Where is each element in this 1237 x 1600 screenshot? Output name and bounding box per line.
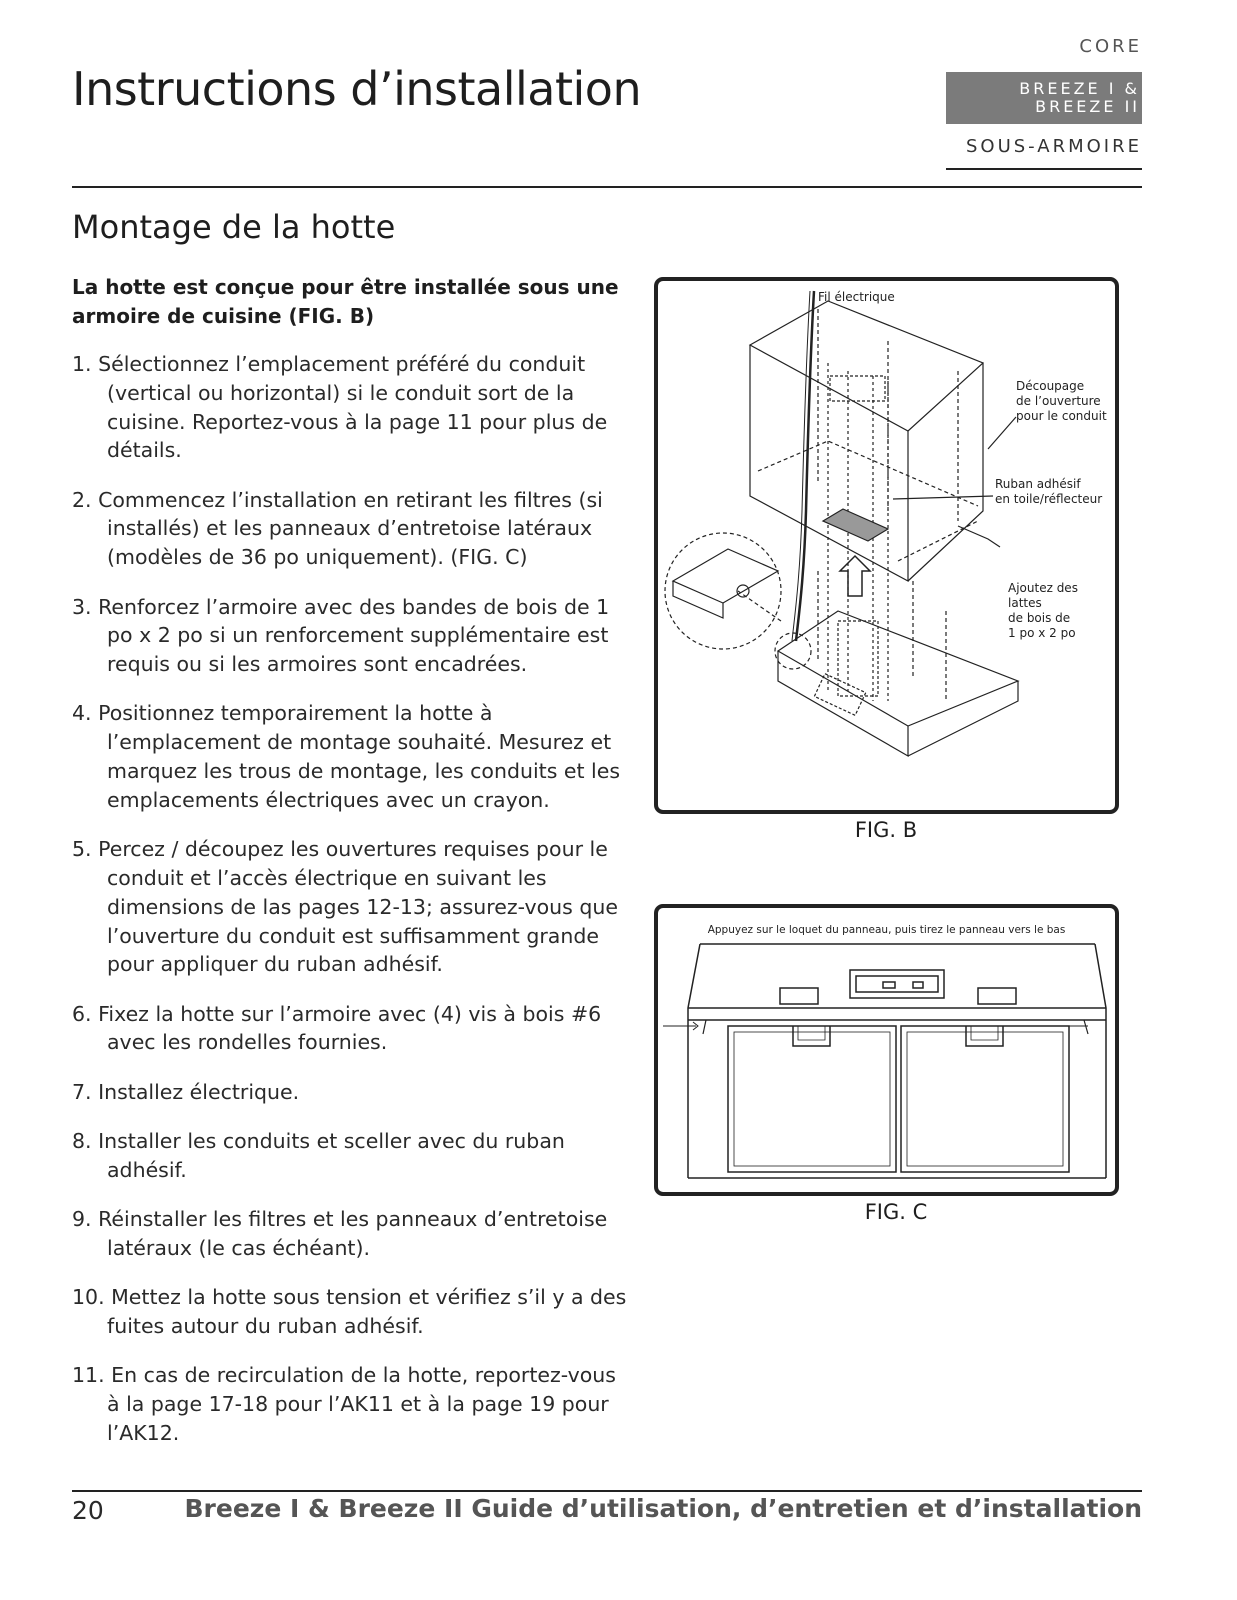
figure-c [654, 904, 1119, 1196]
callout-tape: Ruban adhésif en toile/réflecteur [995, 477, 1103, 506]
step-item: 1. Sélectionnez l’emplacement préféré du conduit (vertical ou horizontal) si le conduit sort de la cuisine. Reportez-vous à la page 11 pour plus de détails. [72, 352, 608, 463]
figure-c-diagram [658, 908, 1115, 1192]
step-item: 3. Renforcez l’armoire avec des bandes de bois de 1 po x 2 po si un renforcement supplémentaire est requis ou si les armoires sont encadrées. [72, 594, 610, 677]
step-item: 10. Mettez la hotte sous tension et vérifiez s’il y a des fuites autour du ruban adhésif. [72, 1285, 627, 1339]
model-badge [946, 72, 1142, 124]
step-item: 11. En cas de recirculation de la hotte, reportez-vous à la page 17-18 pour l’AK11 et à la page 19 pour l’AK12. [72, 1363, 616, 1445]
figure-b-label: FIG. B [854, 818, 918, 842]
figure-b-diagram [658, 281, 1115, 810]
figure-b [654, 277, 1119, 814]
guide-title: Breeze I & Breeze II Guide d’utilisation, d’entretien et d’installation [184, 1494, 1142, 1523]
footer-divider [72, 1490, 1142, 1492]
header-divider [72, 186, 1142, 188]
figure-c-label: FIG. C [864, 1200, 928, 1224]
callout-wood: Ajoutez des lattes de bois de 1 po x 2 po [1008, 581, 1078, 640]
page-title: Instructions d’installation [72, 62, 642, 116]
step-item: 9. Réinstaller les filtres et les panneaux d’entretoise latéraux (le cas échéant). [72, 1207, 608, 1260]
model-line-1: BREEZE I & [1019, 79, 1140, 98]
figure-c-caption: Appuyez sur le loquet du panneau, puis tirez le panneau vers le bas [707, 924, 1066, 936]
intro-text: La hotte est conçue pour être installée sous une armoire de cuisine (FIG. B) [72, 275, 619, 328]
section-title: Montage de la hotte [72, 208, 396, 246]
page-number: 20 [72, 1496, 104, 1525]
step-item: 4. Positionnez temporairement la hotte à l’emplacement de montage souhaité. Mesurez et marquez les trous de montage, les conduits et les emplacements électriques avec un crayon. [72, 701, 621, 812]
brand-name: CORE [1079, 36, 1142, 57]
step-item: 6. Fixez la hotte sur l’armoire avec (4) vis à bois #6 avec les rondelles fournies. [72, 1001, 602, 1055]
model-line-2: BREEZE II [1035, 97, 1140, 116]
step-item: 7. Installez électrique. [72, 1079, 300, 1104]
callout-wire: Fil électrique [818, 290, 895, 304]
steps-list [72, 350, 632, 1468]
brand-divider [946, 168, 1142, 170]
step-item: 2. Commencez l’installation en retirant les filtres (si installés) et les panneaux d’entretoise latéraux (modèles de 36 po uniquement). (FIG. C) [72, 487, 603, 570]
step-item: 8. Installer les conduits et sceller avec du ruban adhésif. [72, 1129, 565, 1182]
install-type: SOUS-ARMOIRE [965, 136, 1142, 157]
step-item: 5. Percez / découpez les ouvertures requises pour le conduit et l’accès électrique en suivant les dimensions de las pages 12-13; assurez-vous que l’ouverture du conduit est suffisamment grande pour appliquer du ruban adhésif. [72, 837, 618, 977]
callout-cutout: Découpage de l’ouverture pour le conduit [1016, 379, 1107, 423]
